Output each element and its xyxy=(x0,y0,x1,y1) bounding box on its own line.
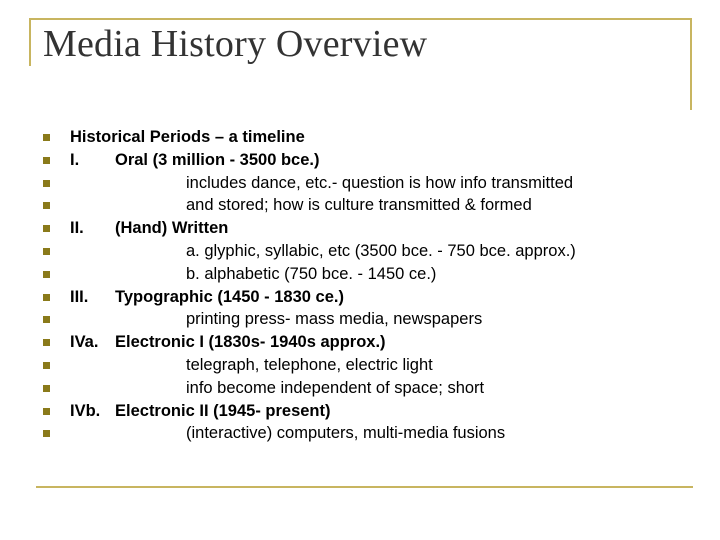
period-number: III. xyxy=(70,287,89,306)
period-detail: and stored; how is culture transmitted & formed xyxy=(186,196,532,215)
period-detail: telegraph, telephone, electric light xyxy=(186,355,433,374)
period-detail: a. glyphic, syllabic, etc (3500 bce. - 750 bce. approx.) xyxy=(186,241,576,260)
slide-title: Media History Overview xyxy=(43,23,428,65)
period-detail: (interactive) computers, multi-media fusions xyxy=(186,424,506,443)
period-heading: (Hand) Written xyxy=(115,219,229,238)
frame-top-border xyxy=(29,18,692,20)
period-detail: printing press- mass media, newspapers xyxy=(186,310,483,329)
square-bullet-icon xyxy=(43,248,50,255)
bottom-rule xyxy=(36,486,693,488)
square-bullet-icon xyxy=(43,180,50,187)
square-bullet-icon xyxy=(43,271,50,278)
square-bullet-icon xyxy=(43,134,50,141)
period-heading: Electronic II (1945- present) xyxy=(115,401,331,420)
square-bullet-icon xyxy=(43,385,50,392)
square-bullet-icon xyxy=(43,202,50,209)
period-detail: includes dance, etc.- question is how info transmitted xyxy=(186,173,574,192)
period-number: IVa. xyxy=(70,333,99,352)
frame-left-border xyxy=(29,18,31,66)
period-number: II. xyxy=(70,219,84,238)
square-bullet-icon xyxy=(43,362,50,369)
square-bullet-icon xyxy=(43,430,50,437)
square-bullet-icon xyxy=(43,225,50,232)
square-bullet-icon xyxy=(43,316,50,323)
frame-right-border xyxy=(690,18,692,110)
list-item-text: Historical Periods – a timeline xyxy=(70,128,305,146)
square-bullet-icon xyxy=(43,294,50,301)
period-detail: info become independent of space; short xyxy=(186,378,485,397)
period-heading: Oral (3 million - 3500 bce.) xyxy=(115,150,320,169)
square-bullet-icon xyxy=(43,157,50,164)
period-heading: Typographic (1450 - 1830 ce.) xyxy=(115,287,344,306)
period-number: I. xyxy=(70,150,80,169)
square-bullet-icon xyxy=(43,339,50,346)
period-detail: b. alphabetic (750 bce. - 1450 ce.) xyxy=(186,264,437,283)
period-heading: Electronic I (1830s- 1940s approx.) xyxy=(115,333,386,352)
period-number: IVb. xyxy=(70,401,101,420)
square-bullet-icon xyxy=(43,408,50,415)
